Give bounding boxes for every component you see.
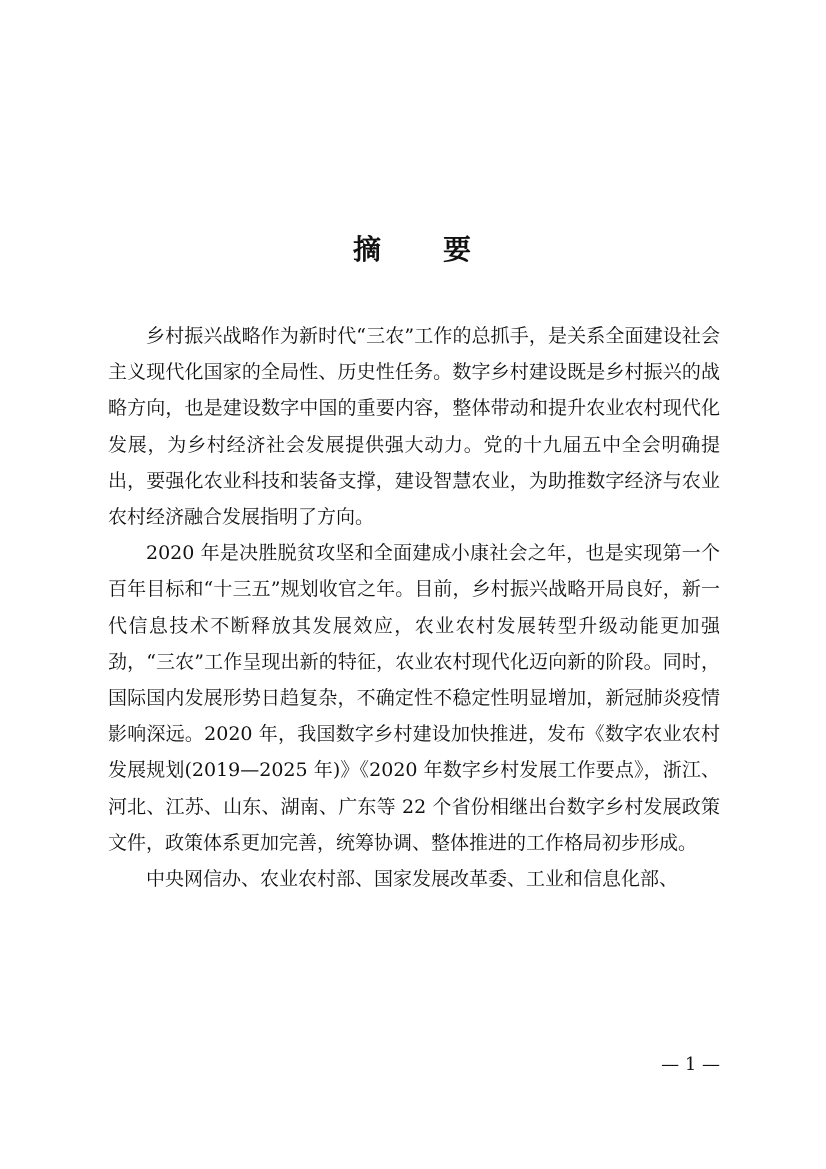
document-title: 摘 要	[352, 233, 473, 266]
paragraph-3: 中央网信办、农业农村部、国家发展改革委、工业和信息化部、	[146, 868, 679, 891]
paragraph-1: 乡村振兴战略作为新时代“三农”工作的总抓手，是关系全面建设社会主义现代化国家的全局性、历史性任务。数字乡村建设既是乡村振兴的战略方向，也是建设数字中国的重要内容，整体带动和提升农业农村现代化发展，为乡村经济社会发展提供强大动力。党的十九届五中全会明确提出，要强化农业科技和装备支撑，建设智慧农业，为助推数字经济与农业农村经济融合发展指明了方向。	[108, 325, 720, 529]
page-number: — 1 —	[661, 1054, 720, 1075]
document-body	[108, 318, 720, 897]
paragraph-2: 2020 年是决胜脱贫攻坚和全面建成小康社会之年，也是实现第一个百年目标和“十三五”规划收官之年。目前，乡村振兴战略开局良好，新一代信息技术不断释放其发展效应，农业农村发展转型升级动能更加强劲，“三农”工作呈现出新的特征，农业农村现代化迈向新的阶段。同时，国际国内发展形势日趋复杂，不确定性不稳定性明显增加，新冠肺炎疫情影响深远。2020 年，我国数字乡村建设加快推进，发布《数字农业农村发展规划(2019—2025 年)》《2020 年数字乡村发展工作要点》，浙江、河北、江苏、山东、湖南、广东等 22 个省份相继出台数字乡村发展政策文件，政策体系更加完善，统筹协调、整体推进的工作格局初步形成。	[108, 542, 720, 854]
